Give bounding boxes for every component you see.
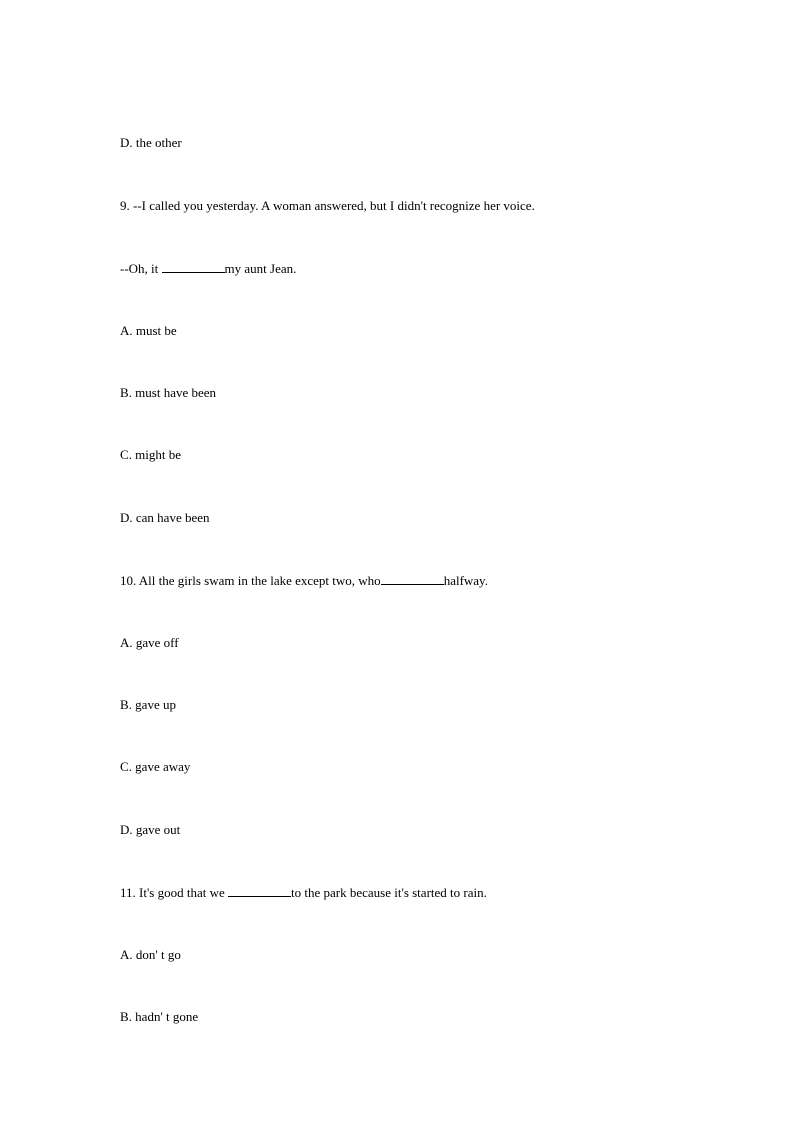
option-9c (120, 447, 181, 463)
option-11b-text: B. hadn' t gone (120, 1009, 199, 1024)
option-10b (120, 697, 176, 713)
question-10 (120, 572, 488, 588)
option-10b-text: B. gave up (120, 697, 176, 712)
option-9a-text: A. must be (120, 323, 177, 338)
question-9-prompt (120, 198, 535, 214)
question-10-end: halfway. (443, 573, 488, 588)
question-9-reply-end: my aunt Jean. (224, 261, 297, 276)
question-11-start: 11. It's good that we (120, 885, 229, 900)
option-9c-text: C. might be (120, 447, 182, 462)
option-11a-text: A. don' t go (120, 947, 181, 962)
answer-blank (162, 260, 225, 273)
option-8d-text: D. the other (120, 135, 182, 150)
question-11 (120, 884, 487, 900)
answer-blank (228, 884, 291, 897)
option-10c (120, 759, 190, 775)
option-9b-text: B. must have been (120, 385, 217, 400)
option-10c-text: C. gave away (120, 759, 191, 774)
option-9d (120, 510, 210, 526)
option-9b (120, 385, 216, 401)
question-9-reply-start: --Oh, it (120, 261, 162, 276)
option-10a (120, 635, 179, 651)
answer-blank (381, 572, 444, 585)
option-9d-text: D. can have been (120, 510, 210, 525)
question-10-start: 10. All the girls swam in the lake except two, who (120, 573, 381, 588)
question-9-prompt-text: 9. --I called you yesterday. A woman answered, but I didn't recognize her voice. (120, 198, 535, 213)
option-10d (120, 822, 180, 838)
option-11b (120, 1009, 198, 1025)
option-10d-text: D. gave out (120, 822, 181, 837)
option-10a-text: A. gave off (120, 635, 179, 650)
option-8d (120, 135, 182, 151)
option-9a (120, 323, 177, 339)
question-11-end: to the park because it's started to rain. (291, 885, 487, 900)
question-9-reply (120, 260, 296, 276)
option-11a (120, 947, 181, 963)
